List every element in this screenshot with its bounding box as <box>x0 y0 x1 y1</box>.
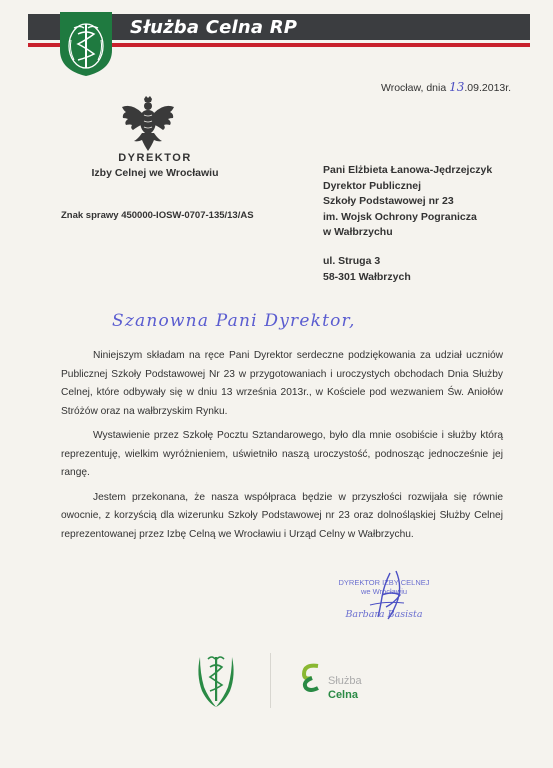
footer-divider <box>270 653 271 708</box>
address-street: ul. Struga 3 <box>323 255 381 267</box>
body-paragraph: Wystawienie przez Szkołę Pocztu Sztandarowego, było dla mnie osobiście i służby którą reprezentuję, wielkim wyróżnieniem, uświetniło naszą uroczystość, podnosząc jednocześnie jej rangę. <box>61 430 503 478</box>
stamp-line-1: DYREKTOR IZBY CELNEJ <box>338 578 430 587</box>
handwritten-signature <box>330 565 450 625</box>
letter-body <box>61 347 503 550</box>
recipient-line: im. Wojsk Ochrony Pogranicza <box>323 210 477 223</box>
place-date-day: 13 <box>449 80 465 94</box>
recipient-block <box>323 163 492 241</box>
place-date-suffix: .09.2013r. <box>464 82 512 94</box>
sender-title: DYREKTOR <box>118 152 192 164</box>
customs-wreath-emblem-icon <box>190 651 242 709</box>
footer-logo-text <box>328 674 362 702</box>
salutation: Szanowna Pani Dyrektor, <box>112 311 356 331</box>
sender-organization: Izby Celnej we Wrocławiu <box>91 167 219 179</box>
customs-emblem-icon <box>56 10 116 78</box>
body-paragraph: Jestem przekonana, że nasza współpraca będzie w przyszłości rozwijała się równie owocnie, z korzyścią dla wizerunku Szkoły Podstawowej nr 23 oraz dolnośląskiej Służby Celnej reprezentowanej przez Izbę Celną we Wrocławiu i Urząd Celny w Wałbrzychu. <box>61 491 503 540</box>
recipient-line: Dyrektor Publicznej <box>323 179 422 192</box>
footer-logo-line-2: Celna <box>328 689 358 701</box>
header-title: Służba Celna RP <box>130 17 298 38</box>
place-date-prefix: Wrocław, dnia <box>381 82 450 94</box>
address-city: 58-301 Wałbrzych <box>323 271 411 283</box>
body-paragraph: Niniejszym składam na ręce Pani Dyrektor serdeczne podziękowania za udział uczniów Publicznej Szkoły Podstawowej Nr 23 w przygotowaniach i uroczystych obchodach Dnia Służby Celnej, które odbywały się w dniu 13 września 2013r., w Kościele pod wezwaniem Św. Aniołów Stróżów oraz na wałbrzyskim Rynku. <box>61 350 503 417</box>
footer-logo-line-1: Służba <box>328 675 362 687</box>
recipient-line: Szkoły Podstawowej nr 23 <box>323 195 454 207</box>
place-date <box>381 80 511 94</box>
polish-eagle-icon <box>120 95 176 153</box>
case-reference: Znak sprawy 450000-IOSW-0707-135/13/AS <box>61 210 254 221</box>
stamp-line-2: we Wrocławiu <box>360 587 408 596</box>
recipient-line: w Wałbrzychu <box>323 226 393 238</box>
recipient-line: Pani Elżbieta Łanowa-Jędrzejczyk <box>323 164 493 176</box>
sluzba-celna-logo-icon <box>298 662 322 692</box>
stamp-name: Barbara Basista <box>345 609 423 620</box>
recipient-address <box>323 253 411 285</box>
